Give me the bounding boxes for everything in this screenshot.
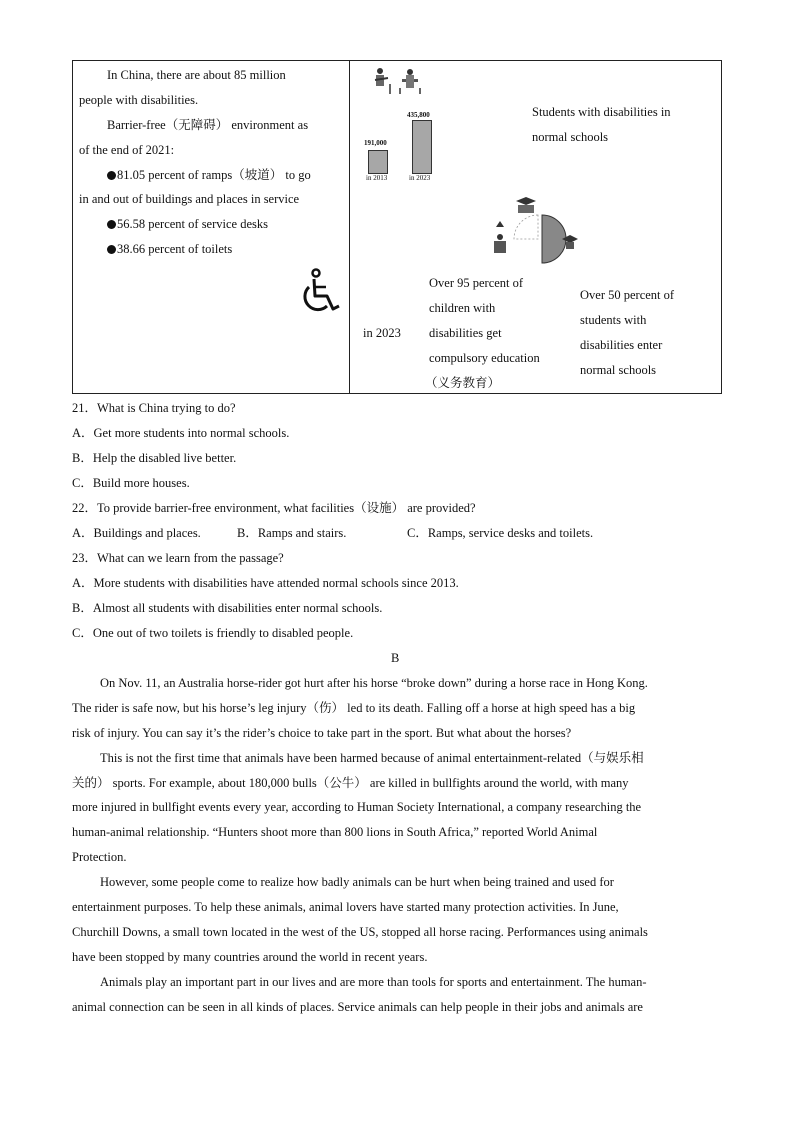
bar-2023 (412, 120, 432, 174)
p4-line1: Animals play an important part in our lives and are more than tools for sports and entertainment. The human- (100, 975, 647, 989)
p2-line4: human-animal relationship. “Hunters shoot more than 800 lions in South Africa,” reported World Animal (72, 825, 598, 839)
pct2-line4: normal schools (580, 363, 657, 377)
p2-line5: Protection. (72, 850, 127, 864)
students-desk-icon (372, 66, 422, 96)
education-pie-icon (490, 195, 582, 265)
q21-option-b: B．Help the disabled live better. (72, 451, 237, 465)
bar-2023-value: 435,800 (407, 111, 430, 119)
question-22: 22．To provide barrier-free environment, what facilities（设施） are provided? (72, 501, 476, 515)
p1-line2: The rider is safe now, but his horse’s leg injury（伤） led to its death. Falling off a horse at high speed has a big (72, 701, 636, 715)
pct1-line5: （义务教育） (425, 376, 501, 390)
p3-line2: entertainment purposes. To help these animals, animal lovers have started many protection activities. In June, (72, 900, 619, 914)
p1-line3: risk of injury. You can say it’s the rider’s choice to take part in the sport. But what about the horses? (72, 726, 572, 740)
pct2-line3: disabilities enter (580, 338, 663, 352)
p3-line1: However, some people come to realize how badly animals can be hurt when being trained and used for (100, 875, 614, 889)
q22-option-a: A．Buildings and places. (72, 526, 201, 540)
bullet-ramps-text: 81.05 percent of ramps（坡道） to go (117, 168, 311, 182)
pct1-line2: children with (429, 301, 496, 315)
p1-line1: On Nov. 11, an Australia horse-rider got hurt after his horse “broke down” during a horse race in Hong Kong. (100, 676, 648, 690)
q22-option-b: B．Ramps and stairs. (237, 526, 347, 540)
left-line-3: Barrier-free（无障碍） environment as (107, 118, 309, 132)
bar-2023-label: in 2023 (409, 174, 431, 182)
table-divider (349, 60, 350, 394)
chart-caption-2: normal schools (532, 130, 609, 144)
pct1-line1: Over 95 percent of (429, 276, 524, 290)
bullet-toilets (107, 241, 232, 257)
bullet-ramps-cont: in and out of buildings and places in service (79, 192, 300, 206)
q21-option-c: C．Build more houses. (72, 476, 190, 490)
bar-2013-label: in 2013 (366, 174, 388, 182)
p2-line1: This is not the first time that animals have been harmed because of animal entertainment-related（与娱乐相 (100, 751, 644, 765)
bullet-icon (107, 220, 116, 229)
section-heading: B (391, 651, 400, 665)
pct1-line3: disabilities get (429, 326, 502, 340)
bullet-icon (107, 245, 116, 254)
q23-option-a: A．More students with disabilities have attended normal schools since 2013. (72, 576, 459, 590)
bullet-desks-text: 56.58 percent of service desks (117, 217, 268, 231)
pct2-line1: Over 50 percent of (580, 288, 675, 302)
q23-option-b: B．Almost all students with disabilities enter normal schools. (72, 601, 383, 615)
bullet-icon (107, 171, 116, 180)
chart-caption-1: Students with disabilities in (532, 105, 671, 119)
question-23: 23．What can we learn from the passage? (72, 551, 284, 565)
p2-line2: 关的） sports. For example, about 180,000 bulls（公牛） are killed in bullfights around the world, with many (72, 776, 629, 790)
bullet-ramps (107, 167, 311, 183)
left-line-1: In China, there are about 85 million (107, 68, 286, 82)
q22-option-c: C．Ramps, service desks and toilets. (407, 526, 594, 540)
wheelchair-icon (297, 268, 343, 318)
bullet-desks (107, 216, 268, 232)
p4-line2: animal connection can be seen in all kinds of places. Service animals can help people in their jobs and animals are (72, 1000, 643, 1014)
left-line-2: people with disabilities. (79, 93, 199, 107)
pct2-line2: students with (580, 313, 647, 327)
q21-option-a: A．Get more students into normal schools. (72, 426, 290, 440)
p2-line3: more injured in bullfight events every year, according to Human Society International, a company researching the (72, 800, 642, 814)
pct1-line4: compulsory education (429, 351, 540, 365)
p3-line3: Churchill Downs, a small town located in the west of the US, stopped all horse racing. Performances using animals (72, 925, 648, 939)
left-line-4: of the end of 2021: (79, 143, 175, 157)
bar-2013-value: 191,000 (364, 139, 387, 147)
bullet-toilets-text: 38.66 percent of toilets (117, 242, 233, 256)
p3-line4: have been stopped by many countries around the world in recent years. (72, 950, 428, 964)
question-21: 21．What is China trying to do? (72, 401, 236, 415)
year-label: in 2023 (363, 326, 401, 340)
q23-option-c: C．One out of two toilets is friendly to disabled people. (72, 626, 354, 640)
